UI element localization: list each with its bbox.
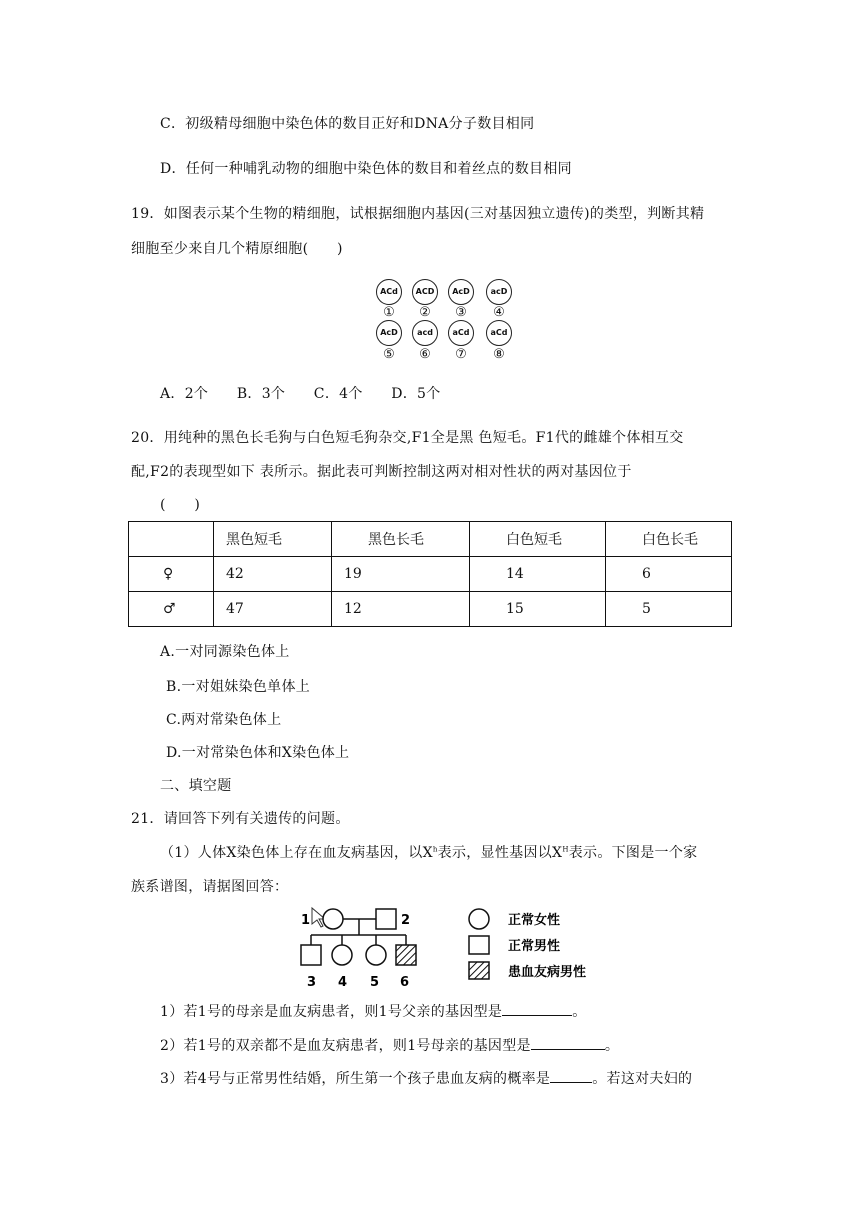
female-symbol	[366, 945, 386, 965]
question-21-part1-cont: 族系谱图，请据图回答：	[131, 879, 289, 895]
q20-option-d: D.一对常染色体和X染色体上	[166, 745, 350, 761]
legend-label: 正常女性	[508, 913, 561, 928]
table-cell: 14	[470, 557, 606, 592]
table-header-cell: 黑色短毛	[214, 522, 332, 557]
table-row	[129, 592, 732, 627]
text: 1）若1号的母亲是血友病患者，则1号父亲的基因型是	[160, 1004, 503, 1020]
question-21-part1	[160, 842, 697, 862]
superscript: H	[562, 845, 569, 854]
answer-blank[interactable]	[550, 1070, 592, 1083]
table-cell: 15	[470, 592, 606, 627]
sperm-cell: ACd	[376, 279, 402, 305]
female-symbol	[332, 945, 352, 965]
table-cell: 6	[606, 557, 732, 592]
answer-blank[interactable]	[531, 1037, 605, 1050]
sub-question-2	[160, 1035, 619, 1055]
pedigree-chart	[298, 900, 618, 992]
sperm-cell: ACD	[412, 279, 438, 305]
q20-option-b: B.一对姐妹染色单体上	[166, 679, 311, 695]
legend-male-symbol	[469, 936, 489, 954]
pedigree-label: 5	[370, 975, 380, 990]
question-19-stem-cont: 细胞至少来自几个精原细胞( )	[131, 241, 343, 257]
table-cell: 42	[214, 557, 332, 592]
question-19-options: A．2个 B．3个 C．4个 D．5个	[160, 386, 441, 402]
cell-number: ④	[493, 305, 505, 320]
sperm-cell: AcD	[448, 279, 474, 305]
text: 3）若4号与正常男性结婚，所生第一个孩子患血友病的概率是	[160, 1071, 551, 1087]
answer-blank[interactable]	[502, 1003, 572, 1016]
question-19-stem: 19．如图表示某个生物的精细胞，试根据细胞内基因(三对基因独立遗传)的类型，判断其精	[131, 206, 705, 222]
option-d: D．任何一种哺乳动物的细胞中染色体的数目和着丝点的数目相同	[160, 161, 572, 177]
sperm-cell: aCd	[486, 320, 512, 346]
q20-option-c: C.两对常染色体上	[166, 712, 282, 728]
sex-cell: ♂	[129, 592, 214, 627]
male-symbol	[301, 945, 321, 965]
text: 。	[604, 1038, 620, 1054]
pedigree-label: 3	[307, 975, 317, 990]
text: （1）人体X染色体上存在血友病基因，以X	[160, 845, 433, 861]
cell-number: ⑦	[455, 347, 467, 362]
sperm-cell: acd	[412, 320, 438, 346]
female-symbol	[323, 909, 343, 929]
table-header-cell: 白色短毛	[470, 522, 606, 557]
question-20-paren: ( )	[160, 497, 201, 513]
table-header-cell: 白色长毛	[606, 522, 732, 557]
cell-number: ⑥	[419, 347, 431, 362]
sperm-cell: aCd	[448, 320, 474, 346]
cell-number: ②	[419, 305, 431, 320]
legend-label: 正常男性	[508, 939, 561, 954]
table-cell: 12	[332, 592, 470, 627]
affected-male-symbol	[396, 945, 416, 965]
sex-cell: ♀	[129, 557, 214, 592]
table-cell: 5	[606, 592, 732, 627]
text: 表示，显性基因以X	[437, 845, 563, 861]
question-20-stem: 20．用纯种的黑色长毛狗与白色短毛狗杂交,F1全是黑 色短毛。F1代的雌雄个体相互交	[131, 430, 684, 446]
table-row	[129, 557, 732, 592]
male-symbol	[376, 909, 396, 929]
table-cell: 19	[332, 557, 470, 592]
text: 2）若1号的双亲都不是血友病患者，则1号母亲的基因型是	[160, 1038, 531, 1054]
q20-option-a: A.一对同源染色体上	[160, 644, 290, 660]
sperm-cell: acD	[486, 279, 512, 305]
table-header-cell	[129, 522, 214, 557]
section-heading: 二、填空题	[160, 778, 232, 794]
pedigree-label: 4	[338, 975, 348, 990]
text: 表示。下图是一个家	[568, 845, 698, 861]
cell-number: ③	[455, 305, 467, 320]
cell-number: ⑧	[493, 347, 505, 362]
sub-question-3	[160, 1068, 692, 1088]
table-header-row	[129, 522, 732, 557]
sperm-cell: AcD	[376, 320, 402, 346]
question-21-stem: 21．请回答下列有关遗传的问题。	[131, 811, 350, 827]
legend-affected-male-symbol	[469, 962, 489, 979]
table-header-cell: 黑色长毛	[332, 522, 470, 557]
superscript: h	[432, 845, 438, 854]
legend-female-symbol	[469, 909, 489, 929]
legend-label: 患血友病男性	[508, 965, 587, 980]
table-cell: 47	[214, 592, 332, 627]
option-c: C．初级精母细胞中染色体的数目正好和DNA分子数目相同	[160, 116, 535, 132]
phenotype-table	[128, 521, 732, 627]
text: 。若这对夫妇的	[592, 1071, 693, 1087]
text: 。	[572, 1004, 587, 1020]
cell-number: ①	[383, 305, 395, 320]
pedigree-label: 6	[400, 975, 410, 990]
pedigree-label: 1	[301, 913, 311, 928]
sperm-cells-figure	[360, 272, 520, 372]
question-20-stem-cont: 配,F2的表现型如下 表所示。据此表可判断控制这两对相对性状的两对基因位于	[131, 464, 632, 480]
sub-question-1	[160, 1001, 587, 1021]
pedigree-label: 2	[401, 913, 411, 928]
cell-number: ⑤	[383, 347, 395, 362]
